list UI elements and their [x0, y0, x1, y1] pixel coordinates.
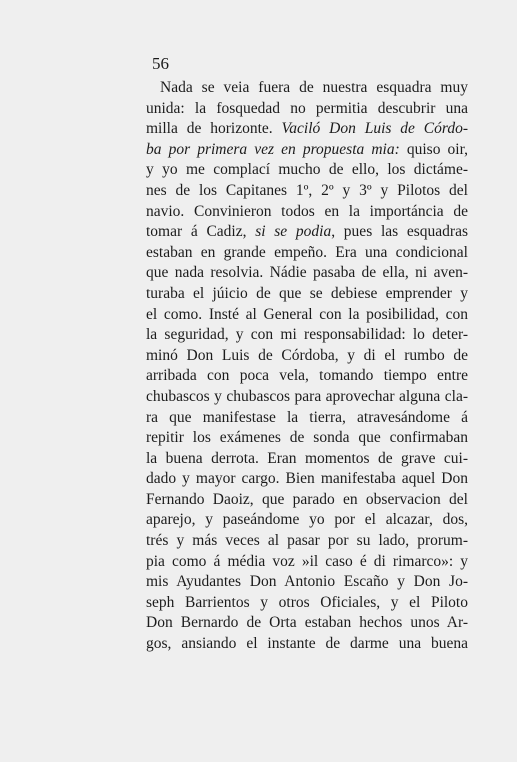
text-line — [146, 284, 468, 305]
text-run: seph Barrientos y otros Oficiales, y el Piloto — [146, 593, 468, 611]
text-line — [146, 346, 468, 367]
text-line — [146, 490, 468, 511]
text-run: milla de horizonte. — [146, 120, 282, 138]
text-line — [146, 78, 468, 99]
text-line — [146, 181, 468, 202]
italic-text: ba por primera vez en propuesta mia: — [146, 140, 400, 158]
italic-text: si se podia — [255, 223, 332, 241]
text-line — [146, 140, 468, 161]
text-run: turaba el júicio de que se debiese emprender y — [146, 284, 468, 302]
text-run: mis Ayudantes Don Antonio Escaño y Don Jo- — [146, 573, 468, 591]
text-run: repitir los exámenes de sonda que confirmaban — [146, 429, 468, 447]
text-run: la seguridad, y con mi responsabilidad: lo deter- — [146, 326, 468, 344]
text-run: aparejo, y paseándome yo por el alcazar, dos, — [146, 511, 468, 529]
text-run: Nada se veia fuera de nuestra esquadra muy — [160, 79, 468, 96]
italic-text: Vaciló Don Luis de Córdo- — [281, 120, 468, 138]
text-line — [146, 552, 468, 573]
text-line — [146, 428, 468, 449]
text-run: ra que manifestase la tierra, atravesándome á — [146, 408, 468, 426]
text-run: Fernando Daoiz, que parado en observacion del — [146, 490, 468, 508]
text-run: el como. Insté al General con la posibilidad, con — [146, 305, 468, 323]
text-line — [146, 387, 468, 408]
text-line — [146, 366, 468, 387]
text-line — [146, 613, 468, 634]
text-run: trés y más veces al pasar por su lado, prorum- — [146, 532, 468, 550]
text-line — [146, 572, 468, 593]
text-run: dado y mayor cargo. Bien manifestaba aquel Don — [146, 470, 468, 488]
text-line — [146, 531, 468, 552]
text-run: quiso oir, — [399, 140, 469, 158]
text-line — [146, 222, 468, 243]
text-run: pia como á média voz »il caso é di rimarco»: y — [146, 552, 468, 570]
text-line — [146, 449, 468, 470]
text-run: navio. Convinieron todos en la importáncia de — [146, 202, 468, 220]
text-run: que nada resolvia. Nádie pasaba de ella, ni aven- — [146, 264, 468, 282]
text-run: minó Don Luis de Córdoba, y di el rumbo de — [146, 346, 468, 364]
text-run: estaban en grande empeño. Era una condicional — [146, 243, 468, 261]
text-line — [146, 160, 468, 181]
text-run: nes de los Capitanes 1º, 2º y 3º y Pilotos del — [146, 181, 468, 199]
text-run: tomar á Cadiz, — [146, 223, 256, 241]
text-line — [146, 593, 468, 614]
text-line — [146, 305, 468, 326]
text-run: gos, ansiando el instante de darme una buena — [146, 635, 468, 653]
text-line — [146, 202, 468, 223]
text-run: arribada con poca vela, tomando tiempo entre — [146, 367, 468, 385]
text-run: Don Bernardo de Orta estaban hechos unos Ar- — [146, 614, 468, 632]
text-line — [146, 119, 468, 140]
text-run: chubascos y chubascos para aprovechar alguna cla- — [146, 387, 468, 405]
text-run: , pues las esquadras — [331, 223, 468, 241]
text-line — [146, 510, 468, 531]
text-line — [146, 99, 468, 120]
text-line — [146, 325, 468, 346]
page-number: 56 — [152, 54, 169, 73]
text-line — [146, 243, 468, 264]
text-line — [146, 408, 468, 429]
text-line — [146, 263, 468, 284]
text-line — [146, 469, 468, 490]
text-run: y yo me complací mucho de ello, los dictáme- — [146, 161, 468, 179]
text-line — [146, 634, 468, 655]
body-text — [146, 78, 468, 655]
text-run: unida: la fosquedad no permitia descubrir una — [146, 99, 468, 117]
text-run: la buena derrota. Eran momentos de grave cui- — [146, 449, 468, 467]
